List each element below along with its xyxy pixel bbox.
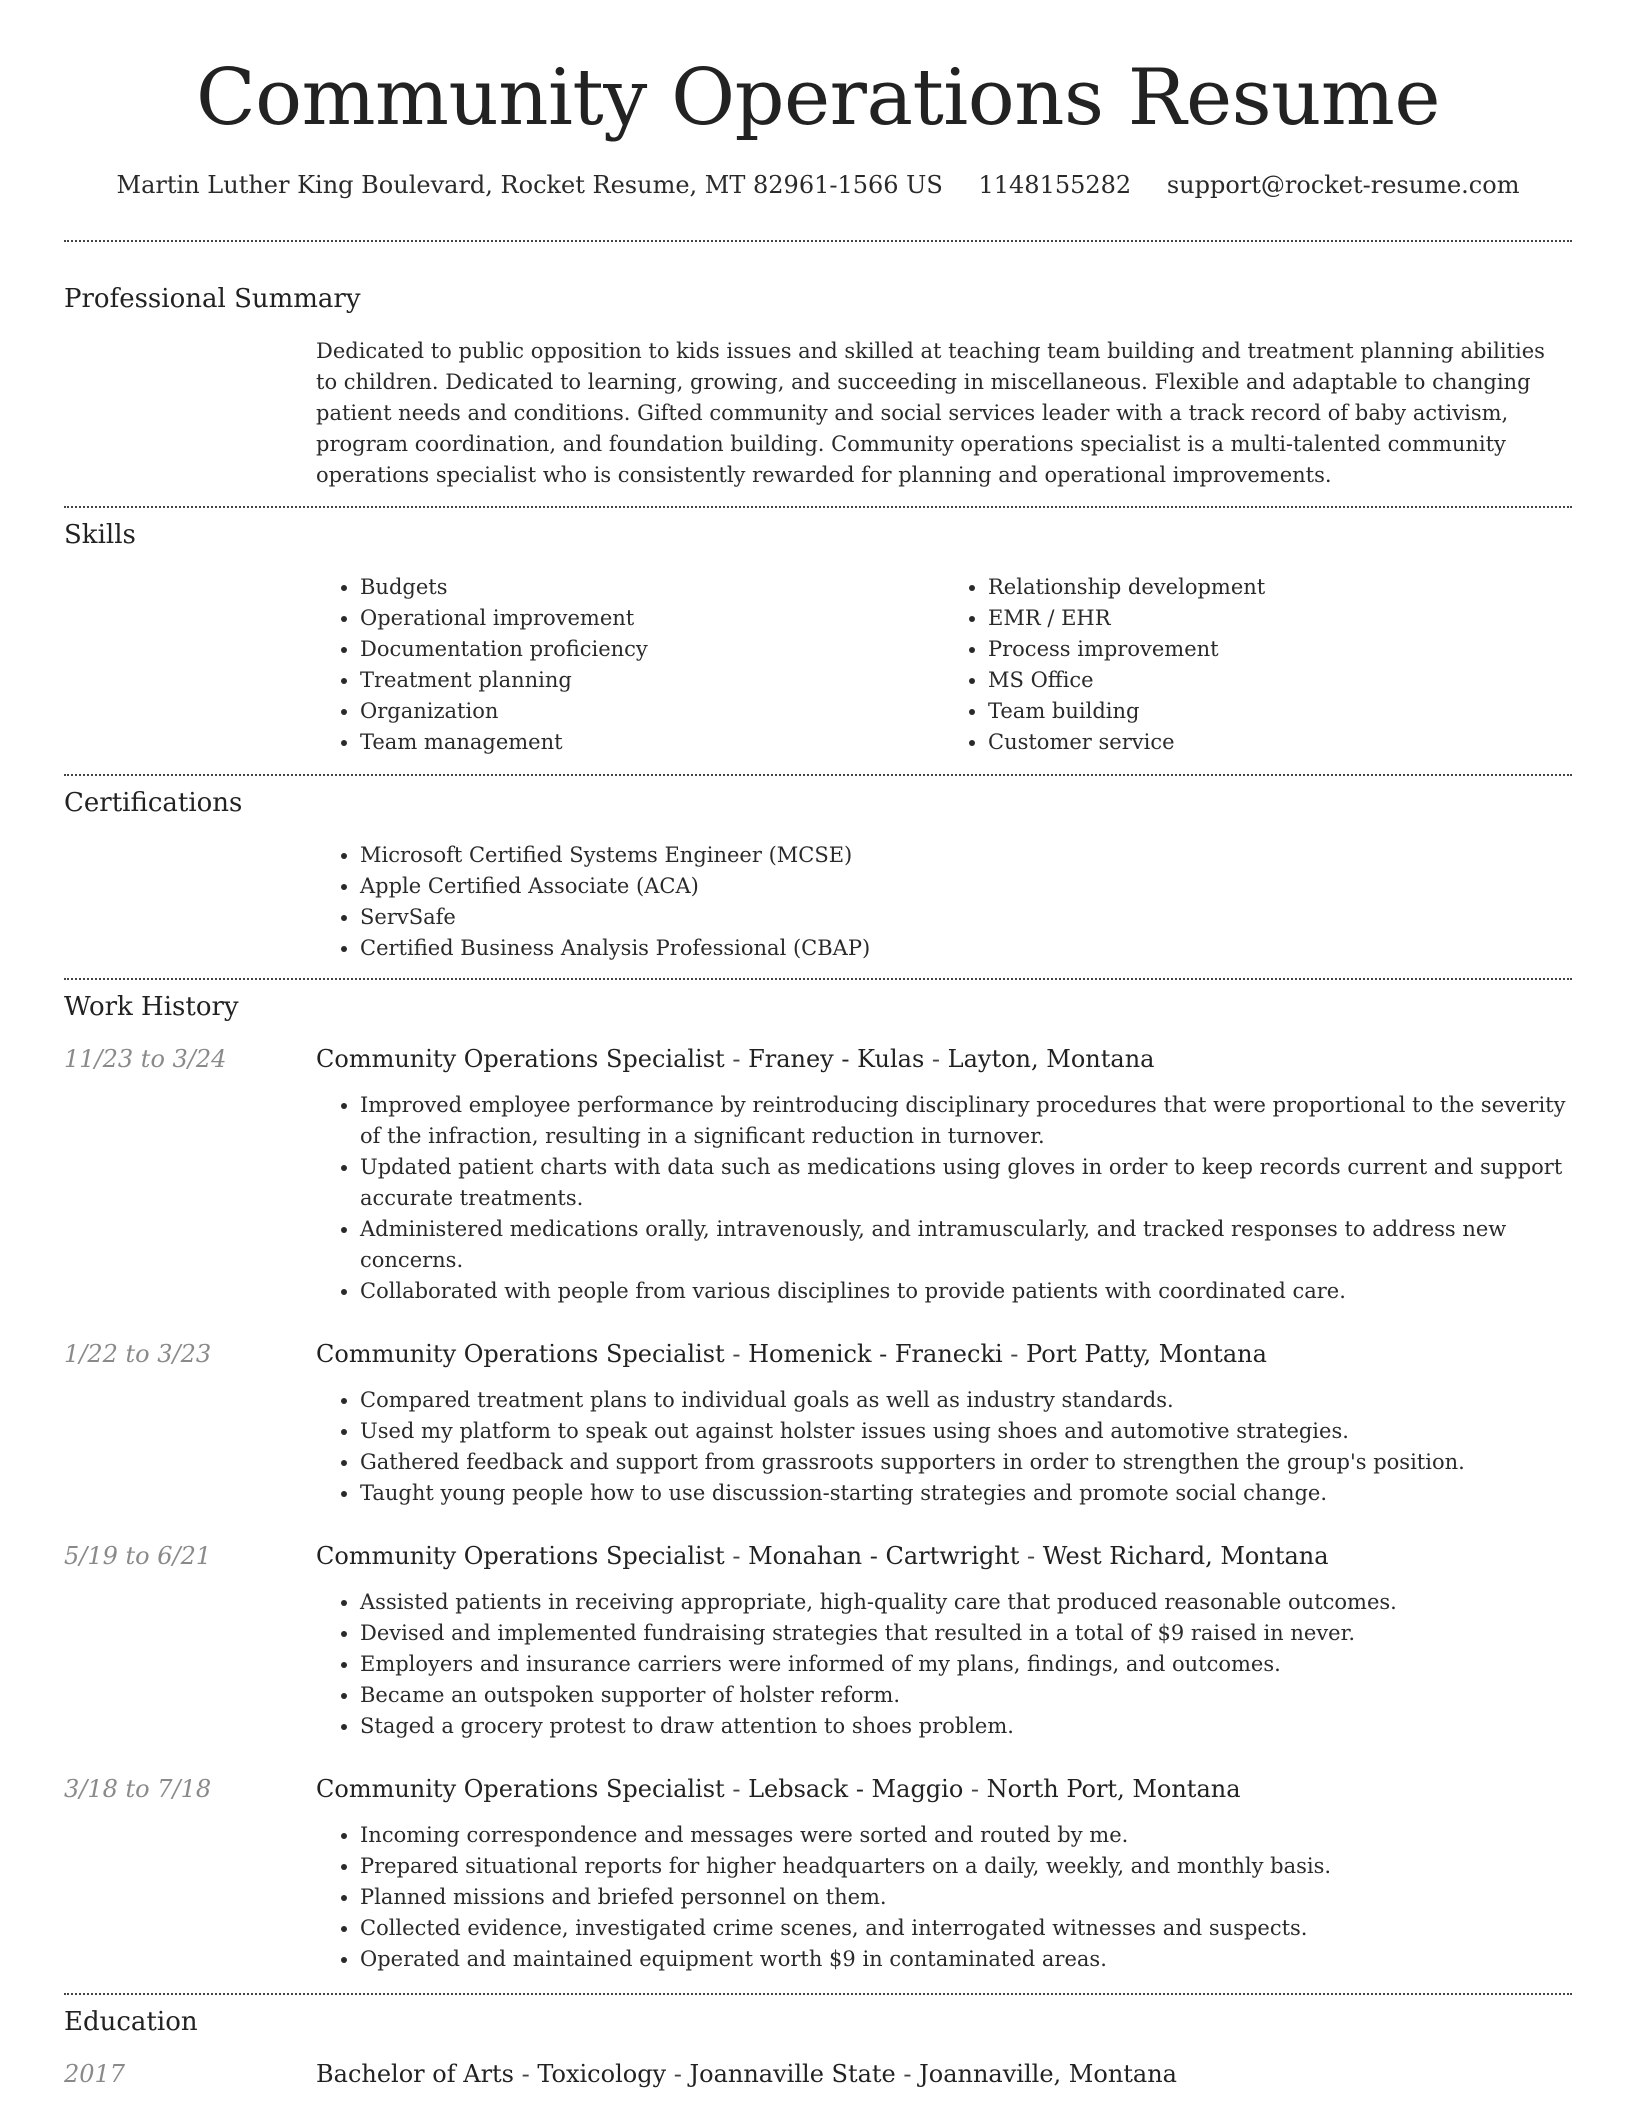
summary-text: Dedicated to public opposition to kids issues and skilled at teaching team building and treatment planning abilities to children. Dedicated to learning, growing, and succeeding in miscellaneous. Flexible and adaptable to changing patient needs and conditions. Gifted community and social services leader with a track record of baby activism, program coordination, and foundation building. Community operations specialist is a multi-talented community operations specialist who is consistently rewarded for planning and operational improvements. bbox=[316, 339, 1545, 487]
certifications-divider bbox=[64, 978, 1572, 980]
skill-item: • Budgets bbox=[360, 572, 944, 603]
skill-item: • EMR / EHR bbox=[988, 603, 1572, 634]
job-bullet-list bbox=[316, 1820, 1572, 1975]
skill-item: • Treatment planning bbox=[360, 665, 944, 696]
skills-list-right bbox=[944, 572, 1572, 758]
job-title bbox=[316, 1539, 1329, 1573]
separator: - bbox=[963, 1775, 987, 1803]
separator: - bbox=[724, 1775, 749, 1803]
education-year: 2017 bbox=[64, 2060, 126, 2088]
certifications-wrapper bbox=[316, 840, 1572, 964]
job-bullet: • Assisted patients in receiving appropriate, high-quality care that produced reasonable outcomes. bbox=[360, 1587, 1572, 1618]
education-field: Toxicology bbox=[537, 2060, 667, 2088]
certifications-section bbox=[64, 786, 1572, 964]
summary-section bbox=[64, 282, 1572, 491]
skill-item: • Customer service bbox=[988, 727, 1572, 758]
certification-item: • Microsoft Certified Systems Engineer (MCSE) bbox=[360, 840, 1572, 871]
skill-item: • MS Office bbox=[988, 665, 1572, 696]
education-degree: Bachelor of Arts bbox=[316, 2060, 514, 2088]
job-bullets bbox=[316, 1385, 1572, 1509]
certifications-heading: Certifications bbox=[64, 788, 243, 818]
job-bullets bbox=[316, 1090, 1572, 1307]
separator: - bbox=[724, 1340, 749, 1368]
certification-item: • ServSafe bbox=[360, 902, 1572, 933]
job-bullet: • Planned missions and briefed personnel on them. bbox=[360, 1882, 1572, 1913]
work-heading: Work History bbox=[64, 992, 239, 1022]
job-dates: 3/18 to 7/18 bbox=[64, 1775, 212, 1803]
job-bullet: • Collaborated with people from various disciplines to provide patients with coordinated care. bbox=[360, 1276, 1572, 1307]
skill-item: • Organization bbox=[360, 696, 944, 727]
job-header bbox=[64, 1042, 1572, 1076]
skills-section bbox=[64, 518, 1572, 758]
job-bullet: • Employers and insurance carriers were informed of my plans, findings, and outcomes. bbox=[360, 1649, 1572, 1680]
job-location: North Port, Montana bbox=[986, 1775, 1241, 1803]
separator: - bbox=[666, 2060, 690, 2088]
job-entry bbox=[64, 1539, 1572, 1742]
separator: - bbox=[895, 2060, 920, 2088]
separator: - bbox=[1019, 1542, 1043, 1570]
job-company: Homenick - Franecki bbox=[748, 1340, 1003, 1368]
education-section bbox=[64, 2005, 1572, 2091]
job-bullet-list bbox=[316, 1090, 1572, 1307]
job-bullet: • Used my platform to speak out against holster issues using shoes and automotive strategies. bbox=[360, 1416, 1572, 1447]
job-title bbox=[316, 1337, 1267, 1371]
job-bullet: • Collected evidence, investigated crime scenes, and interrogated witnesses and suspects. bbox=[360, 1913, 1572, 1944]
job-entry bbox=[64, 1337, 1572, 1509]
summary-divider bbox=[64, 506, 1572, 508]
job-bullet-list bbox=[316, 1587, 1572, 1742]
job-bullet: • Became an outspoken supporter of holster reform. bbox=[360, 1680, 1572, 1711]
job-bullet: • Improved employee performance by reintroducing disciplinary procedures that were proportional to the severity of the infraction, resulting in a significant reduction in turnover. bbox=[360, 1090, 1572, 1152]
certification-item: • Apple Certified Associate (ACA) bbox=[360, 871, 1572, 902]
job-title bbox=[316, 1042, 1154, 1076]
skill-item: • Documentation proficiency bbox=[360, 634, 944, 665]
job-bullets bbox=[316, 1820, 1572, 1975]
job-header bbox=[64, 1539, 1572, 1573]
education-title bbox=[316, 2057, 1177, 2091]
job-header bbox=[64, 1337, 1572, 1371]
contact-address: Martin Luther King Boulevard, Rocket Resume, MT 82961-1566 US bbox=[116, 171, 943, 199]
job-bullet: • Taught young people how to use discussion-starting strategies and promote social change. bbox=[360, 1478, 1572, 1509]
skill-item: • Team building bbox=[988, 696, 1572, 727]
skill-item: • Relationship development bbox=[988, 572, 1572, 603]
skills-divider bbox=[64, 774, 1572, 776]
job-bullet: • Operated and maintained equipment worth $9 in contaminated areas. bbox=[360, 1944, 1572, 1975]
job-dates: 11/23 to 3/24 bbox=[64, 1045, 227, 1073]
certifications-list bbox=[316, 840, 1572, 964]
job-location: Port Patty, Montana bbox=[1026, 1340, 1267, 1368]
job-bullet: • Administered medications orally, intravenously, and intramuscularly, and tracked responses to address new concerns. bbox=[360, 1214, 1572, 1276]
job-role: Community Operations Specialist bbox=[316, 1045, 725, 1073]
separator: - bbox=[924, 1045, 948, 1073]
job-company: Franey - Kulas bbox=[748, 1045, 925, 1073]
separator: - bbox=[514, 2060, 538, 2088]
skills-heading: Skills bbox=[64, 520, 136, 550]
job-bullet: • Updated patient charts with data such as medications using gloves in order to keep records current and support accurate treatments. bbox=[360, 1152, 1572, 1214]
job-role: Community Operations Specialist bbox=[316, 1340, 725, 1368]
skills-list-left bbox=[316, 572, 944, 758]
job-bullet: • Staged a grocery protest to draw attention to shoes problem. bbox=[360, 1711, 1572, 1742]
separator: - bbox=[724, 1045, 749, 1073]
education-heading: Education bbox=[64, 2007, 198, 2037]
separator: - bbox=[1002, 1340, 1027, 1368]
resume-page bbox=[64, 0, 1572, 2091]
job-location: Layton, Montana bbox=[947, 1045, 1155, 1073]
separator: - bbox=[724, 1542, 749, 1570]
education-entries bbox=[64, 2057, 1572, 2091]
skill-item: • Team management bbox=[360, 727, 944, 758]
skills-grid bbox=[316, 572, 1572, 758]
job-dates: 1/22 to 3/23 bbox=[64, 1340, 212, 1368]
skill-item: • Operational improvement bbox=[360, 603, 944, 634]
work-section bbox=[64, 990, 1572, 1975]
job-bullet: • Gathered feedback and support from grassroots supporters in order to strengthen the group's position. bbox=[360, 1447, 1572, 1478]
job-location: West Richard, Montana bbox=[1042, 1542, 1329, 1570]
job-bullet: • Devised and implemented fundraising strategies that resulted in a total of $9 raised in never. bbox=[360, 1618, 1572, 1649]
job-entry bbox=[64, 1772, 1572, 1975]
page-title: Community Operations Resume bbox=[195, 53, 1441, 143]
certification-item: • Certified Business Analysis Professional (CBAP) bbox=[360, 933, 1572, 964]
job-bullet: • Compared treatment plans to individual goals as well as industry standards. bbox=[360, 1385, 1572, 1416]
job-bullet: • Incoming correspondence and messages were sorted and routed by me. bbox=[360, 1820, 1572, 1851]
job-dates: 5/19 to 6/21 bbox=[64, 1542, 212, 1570]
education-location: Joannaville, Montana bbox=[919, 2060, 1177, 2088]
job-role: Community Operations Specialist bbox=[316, 1542, 725, 1570]
summary-heading: Professional Summary bbox=[64, 284, 361, 314]
job-company: Lebsack - Maggio bbox=[748, 1775, 964, 1803]
skill-item: • Process improvement bbox=[988, 634, 1572, 665]
education-school: Joannaville State bbox=[689, 2060, 896, 2088]
job-company: Monahan - Cartwright bbox=[748, 1542, 1020, 1570]
job-role: Community Operations Specialist bbox=[316, 1775, 725, 1803]
job-entry bbox=[64, 1042, 1572, 1307]
contact-line bbox=[64, 168, 1572, 202]
header-divider bbox=[64, 240, 1572, 242]
contact-phone[interactable]: 1148155282 bbox=[978, 171, 1132, 199]
work-jobs bbox=[64, 1042, 1572, 1975]
education-entry bbox=[64, 2057, 1572, 2091]
job-header bbox=[64, 1772, 1572, 1806]
job-bullet-list bbox=[316, 1385, 1572, 1509]
job-bullet: • Prepared situational reports for higher headquarters on a daily, weekly, and monthly basis. bbox=[360, 1851, 1572, 1882]
job-title bbox=[316, 1772, 1241, 1806]
job-bullets bbox=[316, 1587, 1572, 1742]
work-divider bbox=[64, 1993, 1572, 1995]
contact-email[interactable]: support@rocket-resume.com bbox=[1166, 171, 1520, 199]
